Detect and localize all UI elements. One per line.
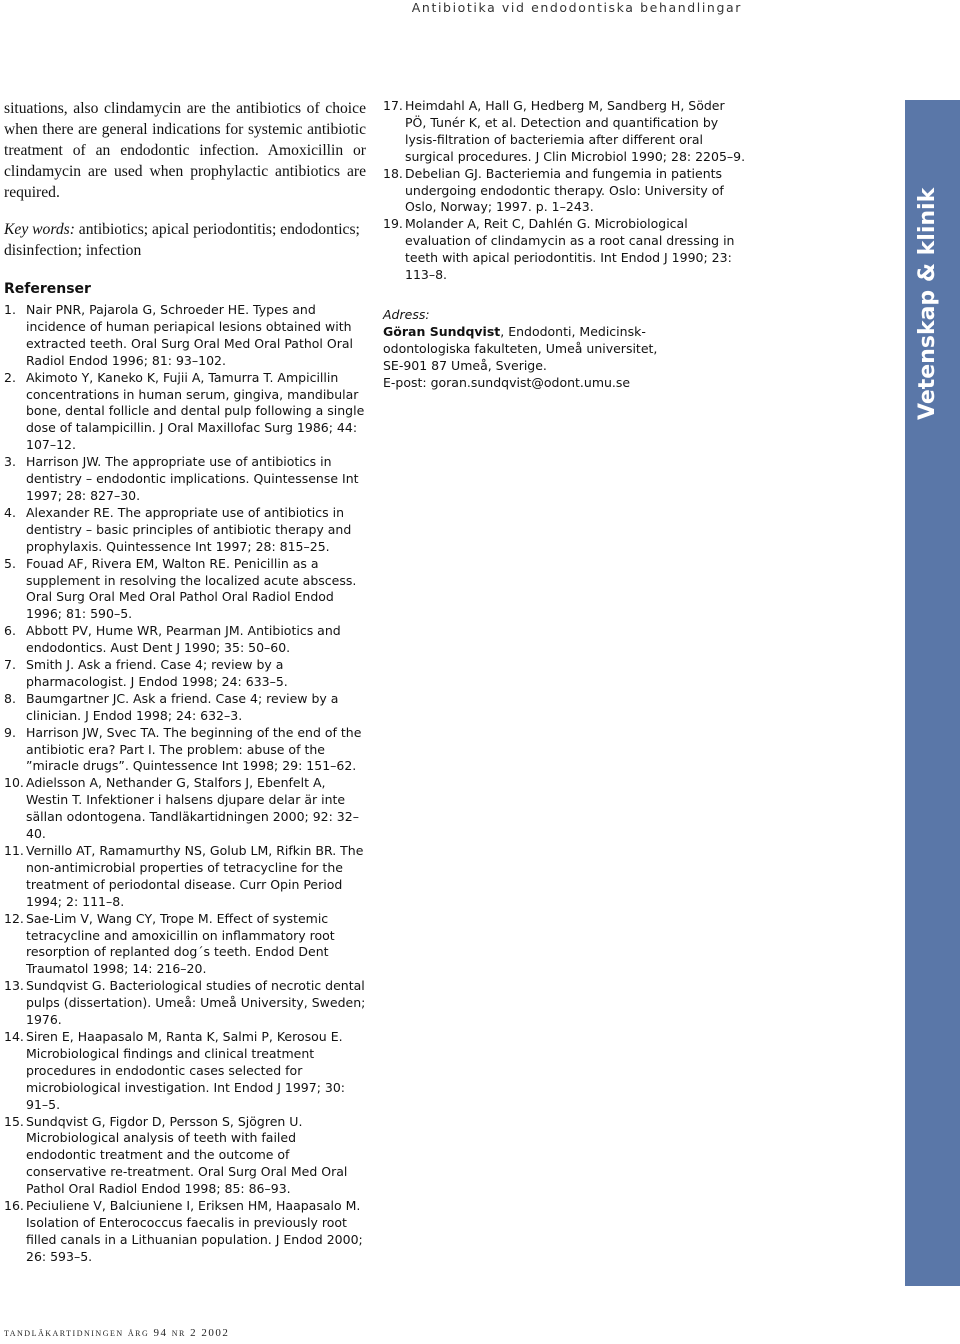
reference-number: 3. bbox=[4, 454, 16, 470]
reference-text: Harrison JW. The appropriate use of antibiotics in dentistry – endodontic implications. Quintessense Int 1997; 28: 827–30. bbox=[26, 454, 359, 503]
right-column bbox=[383, 98, 748, 391]
reference-item bbox=[4, 302, 366, 370]
reference-item bbox=[4, 556, 366, 624]
reference-text: Adielsson A, Nethander G, Stalfors J, Ebenfelt A, Westin T. Infektioner i halsens djupare delar är inte sällan odontogena. Tandläkartidningen 2000; 92: 32–40. bbox=[26, 775, 359, 842]
reference-item bbox=[4, 454, 366, 505]
reference-number: 7. bbox=[4, 657, 16, 673]
reference-number: 17. bbox=[383, 98, 403, 113]
address-email[interactable]: E-post: goran.sundqvist@odont.umu.se bbox=[383, 374, 631, 390]
reference-item bbox=[4, 370, 366, 455]
address-line2: odontologiska fakulteten, Umeå universitet, bbox=[383, 340, 658, 356]
reference-item bbox=[4, 978, 366, 1029]
keywords-paragraph bbox=[4, 219, 366, 261]
reference-number: 14. bbox=[4, 1028, 24, 1044]
address-line1: , Endodonti, Medicinsk- bbox=[500, 323, 646, 339]
keywords-text: antibiotics; apical periodontitis; endodontics; disinfection; infection bbox=[4, 221, 360, 259]
keywords-label: Key words: bbox=[4, 221, 75, 238]
reference-number: 10. bbox=[4, 775, 24, 791]
reference-item bbox=[383, 216, 748, 284]
reference-number: 9. bbox=[4, 724, 16, 740]
reference-text: Molander A, Reit C, Dahlén G. Microbiological evaluation of clindamycin as a root canal dressing in teeth with apical periodontitis. Int Endod J 1990; 23: 113–8. bbox=[405, 216, 735, 283]
reference-item bbox=[4, 775, 366, 843]
reference-item bbox=[4, 1114, 366, 1199]
reference-text: Akimoto Y, Kaneko K, Fujii A, Tamurra T. Ampicillin concentrations in human serum, gingiva, mandibular bone, dental follicle and dental pulp following a single dose of talampicillin. J Oral Maxillofac Surg 1986; 44: 107–12. bbox=[26, 369, 365, 453]
author-name: Göran Sundqvist bbox=[383, 323, 501, 339]
reference-number: 4. bbox=[4, 504, 16, 520]
reference-number: 1. bbox=[4, 302, 16, 317]
reference-text: Debelian GJ. Bacteriemia and fungemia in patients undergoing endodontic therapy. Oslo: University of Oslo, Norway; 1997. p. 1–243. bbox=[405, 165, 724, 215]
reference-item bbox=[4, 911, 366, 979]
reference-number: 5. bbox=[4, 555, 16, 571]
reference-number: 8. bbox=[4, 690, 16, 706]
address-block bbox=[383, 306, 748, 391]
reference-list-right bbox=[383, 98, 748, 284]
reference-text: Baumgartner JC. Ask a friend. Case 4; review by a clinician. J Endod 1998; 24: 632–3. bbox=[26, 690, 339, 723]
reference-item bbox=[4, 1029, 366, 1114]
running-head: Antibiotika vid endodontiska behandlingar bbox=[411, 0, 742, 15]
reference-text: Heimdahl A, Hall G, Hedberg M, Sandberg H, Söder PÖ, Tunér K, et al. Detection and quantification by lysis-filtration of bacteriemia after different oral surgical procedures. J Clin Microbiol 1990; 28: 2205–9. bbox=[405, 98, 746, 164]
reference-text: Sundqvist G, Figdor D, Persson S, Sjögren U. Microbiological analysis of teeth with failed endodontic treatment and the outcome of conservative re-treatment. Oral Surg Oral Med Oral Pathol Oral Radiol Endod 1998; 85: 86–93. bbox=[26, 1113, 348, 1197]
reference-item bbox=[383, 166, 748, 217]
page-footer: tandläkartidningen årg 94 nr 2 2002 bbox=[4, 1327, 230, 1339]
reference-list-left bbox=[4, 302, 366, 1266]
reference-text: Smith J. Ask a friend. Case 4; review by a pharmacologist. J Endod 1998; 24: 633–5. bbox=[26, 657, 288, 689]
reference-item bbox=[383, 98, 748, 166]
reference-number: 11. bbox=[4, 843, 24, 858]
address-line-name bbox=[383, 323, 748, 340]
left-column bbox=[4, 98, 366, 1266]
reference-text: Siren E, Haapasalo M, Ranta K, Salmi P, Kerosou E. Microbiological findings and clinical treatment procedures in endodontic cases selected for microbiological investigation. Int Endod J 1997; 30: 91–5. bbox=[26, 1028, 346, 1112]
reference-text: Alexander RE. The appropriate use of antibiotics in dentistry – basic principles of antibiotic therapy and prophylaxis. Quintessence Int 1997; 28: 815–25. bbox=[26, 504, 352, 554]
reference-text: Vernillo AT, Ramamurthy NS, Golub LM, Rifkin BR. The non-antimicrobial properties of tetracycline for the treatment of periodontal disease. Curr Opin Period 1994; 2: 111–8. bbox=[26, 843, 364, 909]
reference-text: Sundqvist G. Bacteriological studies of necrotic dental pulps (dissertation). Umeå: Umeå University, Sweden; 1976. bbox=[26, 978, 366, 1028]
reference-item bbox=[4, 505, 366, 556]
reference-number: 2. bbox=[4, 369, 16, 385]
reference-text: Nair PNR, Pajarola G, Schroeder HE. Types and incidence of human periapical lesions obtained with extracted teeth. Oral Surg Oral Med Oral Pathol Oral Radiol Endod 1996; 81: 93–102. bbox=[26, 302, 353, 368]
reference-number: 12. bbox=[4, 910, 24, 926]
intro-paragraph: situations, also clindamycin are the antibiotics of choice when there are general indications for systemic antibiotic treatment of an endodontic infection. Amoxicillin or clindamycin are used when prophylactic antibiotics are required. bbox=[4, 100, 366, 201]
reference-item bbox=[4, 623, 366, 657]
references-heading: Referenser bbox=[4, 281, 91, 297]
reference-item bbox=[4, 843, 366, 911]
reference-text: Harrison JW, Svec TA. The beginning of the end of the antibiotic era? Part I. The problem: abuse of the ”miracle drugs”. Quintessence Int 1998; 29: 151–62. bbox=[26, 724, 362, 774]
section-label: Vetenskap & klinik bbox=[915, 187, 940, 420]
reference-number: 18. bbox=[383, 165, 403, 181]
reference-number: 15. bbox=[4, 1113, 24, 1129]
section-side-bar bbox=[905, 100, 960, 1286]
reference-text: Peciuliene V, Balciuniene I, Eriksen HM, Haapasalo M. Isolation of Enterococcus faecalis in previously root filled canals in a Lithuanian population. J Endod 2000; 26: 593–5. bbox=[26, 1198, 363, 1264]
reference-item bbox=[4, 657, 366, 691]
reference-item bbox=[4, 691, 366, 725]
reference-item bbox=[4, 1198, 366, 1266]
reference-text: Abbott PV, Hume WR, Pearman JM. Antibiotics and endodontics. Aust Dent J 1990; 35: 50–60. bbox=[26, 623, 341, 656]
reference-text: Fouad AF, Rivera EM, Walton RE. Penicillin as a supplement in resolving the localized acute abscess. Oral Surg Oral Med Oral Pathol Oral Radiol Endod 1996; 81: 590–5. bbox=[26, 555, 357, 622]
reference-number: 6. bbox=[4, 623, 16, 639]
address-line3: SE-901 87 Umeå, Sverige. bbox=[383, 357, 547, 373]
reference-number: 13. bbox=[4, 978, 24, 994]
reference-number: 19. bbox=[383, 216, 403, 232]
address-label: Adress: bbox=[383, 306, 430, 322]
reference-text: Sae-Lim V, Wang CY, Trope M. Effect of systemic tetracycline and amoxicillin on inflammatory root resorption of replanted dog´s teeth. Endod Dent Traumatol 1998; 14: 216–20. bbox=[26, 910, 335, 977]
reference-number: 16. bbox=[4, 1198, 24, 1214]
reference-item bbox=[4, 725, 366, 776]
